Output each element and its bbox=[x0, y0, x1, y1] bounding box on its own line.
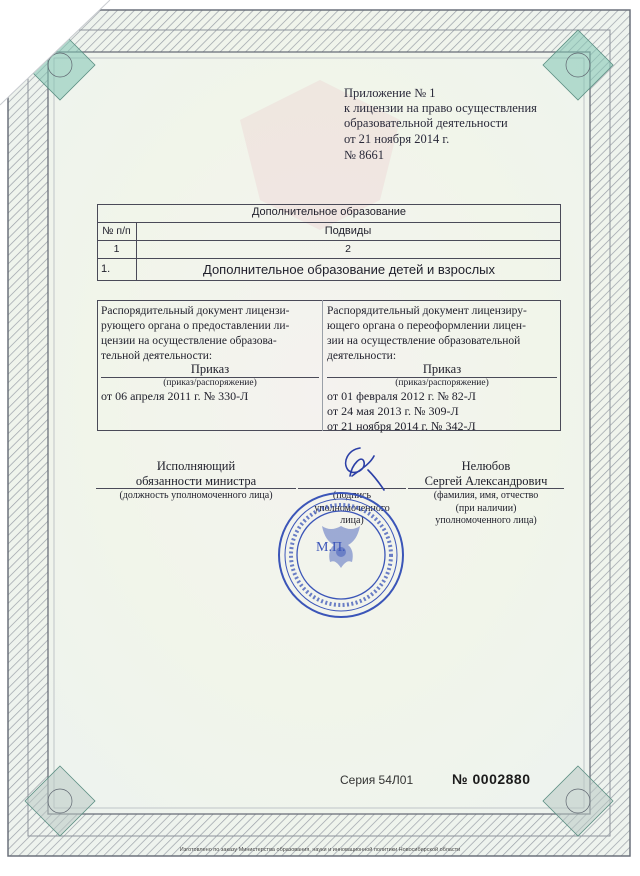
signature-caption: уполномоченного bbox=[314, 503, 390, 514]
activity-label: образовательной деятельности bbox=[344, 116, 508, 130]
appendix-label: Приложение № 1 bbox=[344, 86, 436, 100]
table-title: Дополнительное образование bbox=[251, 206, 407, 218]
signature-caption: (подпись bbox=[332, 490, 372, 501]
left-document-caption: (приказ/распоряжение) bbox=[163, 378, 257, 388]
right-order-reference: от 21 ноября 2014 г. № 342-Л bbox=[327, 419, 476, 433]
signer-position: обязанности министра bbox=[135, 474, 257, 488]
row-number: 1. bbox=[101, 263, 111, 275]
license-date: от 21 ноября 2014 г. bbox=[344, 132, 450, 146]
license-number: № 8661 bbox=[344, 148, 385, 162]
signature-caption: лица) bbox=[340, 515, 364, 526]
left-description-line: рующего органа о предоставлении ли- bbox=[101, 320, 290, 332]
right-description-line: зии на осуществление образовательной bbox=[327, 335, 521, 347]
column-subtypes-header: Подвиды bbox=[324, 225, 372, 237]
row-subtype-value: Дополнительное образование детей и взрослых bbox=[203, 262, 495, 277]
name-caption: уполномоченного лица) bbox=[435, 515, 537, 526]
printer-note: Изготовлено по заказу Министерства образования, науки и инновационной политики Новосибирской области bbox=[179, 847, 461, 853]
signer-position: Исполняющий bbox=[156, 459, 236, 473]
name-caption: (фамилия, имя, отчество bbox=[433, 490, 539, 501]
left-document-type: Приказ bbox=[190, 362, 230, 376]
column-index-2: 2 bbox=[345, 243, 351, 255]
right-order-reference: от 01 февраля 2012 г. № 82-Л bbox=[327, 389, 476, 403]
license-reference: к лицензии на право осуществления bbox=[344, 101, 537, 115]
right-description-line: деятельности: bbox=[327, 350, 397, 362]
position-caption: (должность уполномоченного лица) bbox=[119, 490, 273, 501]
form-number: № 0002880 bbox=[452, 771, 531, 787]
stamp-mark-label: М.П. bbox=[316, 540, 346, 555]
left-description-line: Распорядительный документ лицензи- bbox=[101, 305, 290, 317]
signer-name: Сергей Александрович bbox=[424, 474, 548, 488]
form-series: Серия 54Л01 bbox=[340, 773, 414, 787]
right-document-caption: (приказ/распоряжение) bbox=[395, 378, 489, 388]
right-description-line: ющего органа о переоформлении лицен- bbox=[327, 320, 526, 332]
left-order-reference: от 06 апреля 2011 г. № 330-Л bbox=[101, 389, 249, 403]
left-description-line: тельной деятельности: bbox=[101, 350, 213, 362]
column-number-header: № п/п bbox=[102, 225, 131, 237]
right-description-line: Распорядительный документ лицензиру- bbox=[327, 305, 527, 317]
name-caption: (при наличии) bbox=[455, 503, 517, 514]
right-document-type: Приказ bbox=[422, 362, 462, 376]
right-order-reference: от 24 мая 2013 г. № 309-Л bbox=[327, 404, 459, 418]
signer-name: Нелюбов bbox=[461, 459, 511, 473]
column-index-1: 1 bbox=[113, 243, 120, 255]
left-description-line: цензии на осуществление образова- bbox=[101, 335, 277, 347]
